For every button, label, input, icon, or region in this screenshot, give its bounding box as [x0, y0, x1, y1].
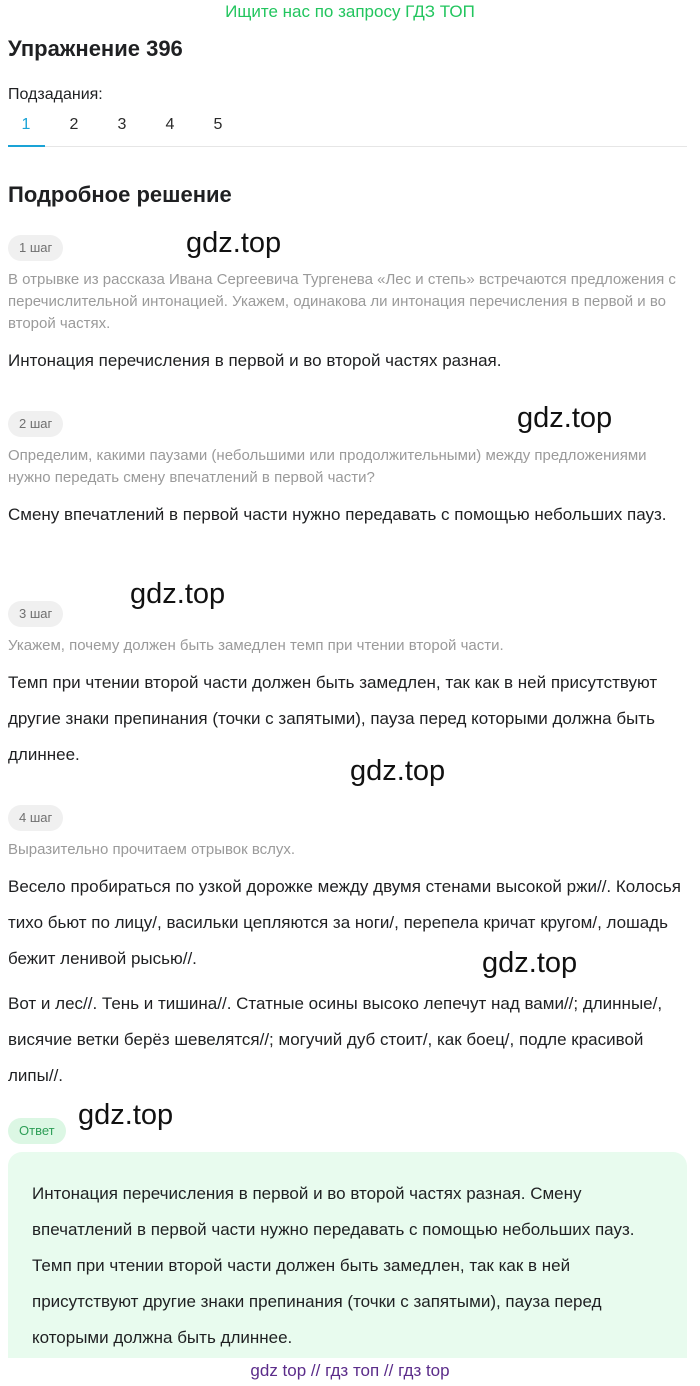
- step-text: Смену впечатлений в первой части нужно передавать с помощью небольших пауз.: [8, 505, 667, 524]
- tab-subtask-4[interactable]: 4: [165, 116, 175, 133]
- tab-subtask-2[interactable]: 2: [69, 116, 79, 133]
- watermark: gdz.top: [350, 755, 446, 787]
- exercise-title: Упражнение 396: [8, 36, 183, 61]
- step-badge: 3 шаг: [8, 601, 63, 627]
- step-badge: 4 шаг: [8, 805, 63, 831]
- tab-subtask-5[interactable]: 5: [213, 116, 223, 133]
- subtasks-label: Подзадания:: [8, 86, 103, 103]
- watermark: gdz.top: [517, 402, 613, 434]
- step-hint: В отрывке из рассказа Ивана Сергеевича Тургенева «Лес и степь» встречаются предложения с перечислительной интонацией. Укажем, одинакова ли интонация перечисления в первой и во второй частях.: [8, 271, 676, 332]
- footer-links: gdz top // гдз топ // гдз top: [250, 1361, 450, 1380]
- watermark: gdz.top: [130, 578, 226, 610]
- step-text: Весело пробираться по узкой дорожке между двумя стенами высокой ржи//. Колосья тихо бьют по лицу/, васильки цепляются за ноги/, перепела кричат кругом/, лошадь бежит ленивой рысью//.: [8, 877, 681, 968]
- search-promo-banner: Ищите нас по запросу ГДЗ ТОП: [225, 2, 475, 21]
- tab-subtask-3[interactable]: 3: [117, 116, 127, 133]
- step-text: Темп при чтении второй части должен быть замедлен, так как в ней присутствуют другие знаки препинания (точки с запятыми), пауза перед которыми должна быть длиннее.: [8, 673, 658, 764]
- step-hint: Выразительно прочитаем отрывок вслух.: [8, 841, 296, 858]
- subtask-tabs: [8, 108, 687, 147]
- answer-text: Интонация перечисления в первой и во второй частях разная. Смену впечатлений в первой части нужно передавать с помощью небольших пауз. Темп при чтении второй части должен быть замедлен, так как в ней присутствуют другие знаки препинания (точки с запятыми), пауза перед которыми должна быть длиннее.: [32, 1184, 635, 1347]
- answer-badge: Ответ: [8, 1118, 66, 1144]
- step-hint: Укажем, почему должен быть замедлен темп при чтении второй части.: [8, 637, 504, 654]
- step-text-continued: Вот и лес//. Тень и тишина//. Статные осины высоко лепечут над вами//; длинные/, висячие ветки берёз шевелятся//; могучий дуб стоит/, как боец/, подле красивой липы//.: [8, 994, 663, 1085]
- watermark: gdz.top: [186, 227, 282, 259]
- watermark: gdz.top: [482, 947, 578, 979]
- active-tab-indicator: [8, 145, 45, 147]
- watermark: gdz.top: [78, 1099, 174, 1131]
- solution-title: Подробное решение: [8, 182, 232, 207]
- answer-box: [8, 1152, 687, 1358]
- step-text: Интонация перечисления в первой и во второй частях разная.: [8, 351, 502, 370]
- step-badge: 1 шаг: [8, 235, 63, 261]
- step-badge: 2 шаг: [8, 411, 63, 437]
- step-hint: Определим, какими паузами (небольшими или продолжительными) между предложениями нужно передать смену впечатлений в первой части?: [8, 447, 647, 486]
- tab-subtask-1[interactable]: 1: [21, 116, 31, 133]
